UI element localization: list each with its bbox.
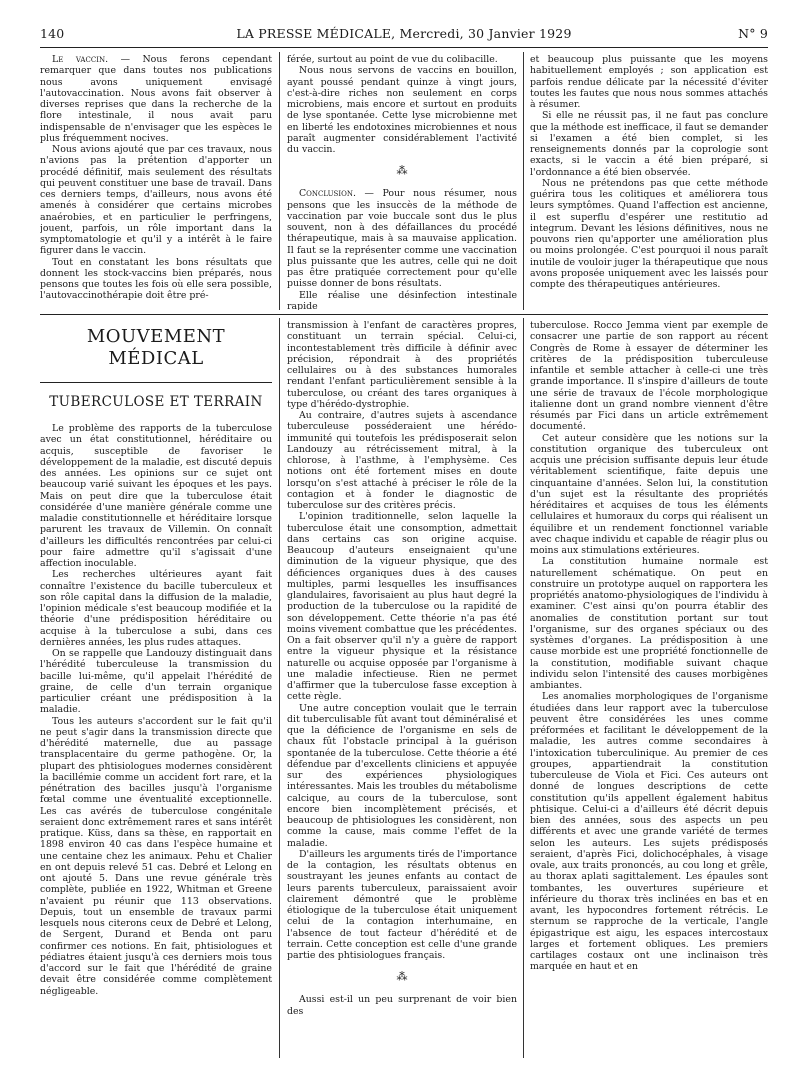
paragraph-text: Nous ne prétendons pas que cette méthode guérira tous les colitiques et améliorera tous leurs symptômes. Quand l'affection est ancienne, il est superflu d'espérer une restitutio ad integrum. Devant les lésions définitives, nous ne pouvons rien qu'apporter une amélioration plus ou moins prolongée. C'est pourquoi il nous paraît inutile de vouloir juger la thérapeutique que nous avons proposée uniquement avec les laissés pour compte des thérapeutiques antérieures. — [530, 177, 768, 290]
paragraph-text: Tout en constatant les bons résultats que donnent les stock-vaccins bien préparés, nous pensons que toutes les fois où elle sera possible, l'autovaccinothérapie doit être pré- — [40, 256, 272, 302]
paragraph — [287, 410, 517, 511]
header-rule — [40, 47, 768, 48]
paragraph-text: — Pour nous résumer, nous pensons que les insuccès de la méthode de vaccination par voie buccale sont dus le plus souvent, non à des défaillances du procédé thérapeutique, mais à sa mauvaise application. Il faut se la représenter comme une vaccination plus puissante que les autres, celle qui ne doit pas être pratiquée correctement pour qu'elle puisse donner de bons résultats. — [287, 188, 517, 290]
paragraph — [40, 423, 272, 569]
paragraph-text: D'ailleurs les arguments tirés de l'importance de la contagion, les résultats obtenus en soustrayant les jeunes enfants au contact de leurs parents tuberculeux, paraissaient avoir clairement démontré que le problème étiologique de la tuberculose était uniquement celui de la contagion interhumaine, en l'absence de tout facteur d'hérédité et de terrain. Cette conception est celle d'une grande partie des phtisiologues français. — [287, 848, 517, 961]
paragraph — [40, 569, 272, 648]
section-title: MOUVEMENT MÉDICAL — [86, 326, 226, 369]
top-column-3 — [530, 54, 768, 310]
paragraph-text: Cet auteur considère que les notions sur la constitution organique des tuberculeux ont acquis une précision suffisante depuis leur étude véritablement scientifique, faite depuis une cinquantaine d'années. Selon lui, la constitution d'un sujet est la résultante des propriétés héréditaires et acquises de tous les éléments cellulaires et humoraux du corps qui réalisent un équilibre et un rendement fonctionnel variable avec chaque individu et capable de réagir plus ou moins aux stimulations extérieures. — [530, 432, 768, 556]
paragraph-text: Elle réalise une désinfection intestinale rapide — [287, 289, 517, 310]
paragraph — [530, 178, 768, 291]
top-column-1 — [40, 54, 272, 310]
running-header — [40, 26, 768, 42]
bottom-column-1 — [40, 320, 272, 1058]
paragraph — [287, 320, 517, 410]
paragraph-text: férée, surtout au point de vue du colibacille. — [287, 54, 498, 65]
paragraph — [530, 433, 768, 557]
bottom-column-2 — [287, 320, 517, 1058]
title-rule — [40, 382, 272, 383]
paragraph-text: et beaucoup plus puissante que les moyens habituellement employés ; son application est parfois rendue délicate par la nécessité d'éviter toutes les fautes que nous nous sommes attachés à résumer. — [530, 54, 768, 110]
paragraph-text: Les recherches ultérieures ayant fait connaître l'existence du bacille tuberculeux et son rôle capital dans la diffusion de la maladie, l'opinion médicale s'est beaucoup modifiée et la théorie d'une prédisposition héréditaire ou acquise à la tuberculose a subi, dans ces dernières années, les plus rudes attaques. — [40, 569, 272, 648]
paragraph-text: Si elle ne réussit pas, il ne faut pas conclure que la méthode est inefficace, il faut se demander si l'examen a été bien complet, si les renseignements donnés par la coprologie sont exacts, si le vaccin a été bien préparé, si l'ordonnance a été bien observée. — [530, 110, 768, 178]
column-divider — [279, 318, 280, 1058]
column-divider — [523, 52, 524, 310]
section-stars: ⁂ — [396, 164, 408, 178]
section-stars: ⁂ — [396, 970, 408, 984]
top-column-2 — [287, 54, 517, 310]
paragraph — [287, 703, 517, 849]
paragraph-text: transmission à l'enfant de caractères propres, constituant un terrain spécial. Celui-ci, incontestablement très difficile à définir avec précision, répondrait à des propriétés cellulaires ou à des substances humorales rendant l'enfant particulièrement sensible à la tuberculose, ou créant des tares organiques à type d'hérédo-dystrophie. — [287, 320, 517, 410]
paragraph-text: Nous nous servons de vaccins en bouillon, ayant poussé pendant quinze à vingt jours, c'est-à-dire riches non seulement en corps microbiens, mais encore et surtout en produits de lyse spontanée. Cette lyse microbienne met en liberté les endotoxines microbiennes et nous paraît augmenter considérablement l'activité du vaccin. — [287, 65, 517, 155]
column-divider — [523, 318, 524, 1058]
paragraph — [530, 54, 768, 110]
journal-title: LA PRESSE MÉDICALE, Mercredi, 30 Janvier 1929 — [236, 26, 572, 41]
paragraph-text: La constitution humaine normale est naturellement schématique. On peut en construire un prototype auquel on rapportera les propriétés anatomo-physiologiques de l'individu à examiner. C'est ainsi qu'on pourra établir des anomalies de constitution portant sur tout l'organisme, sur des organes spéciaux ou des systèmes d'organes. La prédisposition à une cause morbide est une propriété fonctionnelle de la constitution, modifiable suivant chaque individu selon l'intensité des causes morbigènes ambiantes. — [530, 556, 768, 691]
paragraph-lead: Conclusion. — [299, 188, 356, 200]
paragraph — [530, 110, 768, 178]
paragraph-lead: Le vaccin. — [52, 54, 109, 65]
paragraph — [530, 691, 768, 972]
paragraph — [287, 188, 517, 289]
paragraph — [40, 144, 272, 257]
paragraph-text: Une autre conception voulait que le terrain dit tuberculisable fût avant tout déminéralisé et que la déficience de l'organisme en sels de chaux fût l'obstacle principal à la guérison spontanée de la tuberculose. Cette théorie a été défendue par d'excellents cliniciens et appuyée sur des expériences physiologiques intéressantes. Mais les troubles du métabolisme calcique, au cours de la tuberculose, sont encore bien incomplètement précisés, et beaucoup de phtisiologues les considèrent, non comme la cause, mais comme l'effet de la maladie. — [287, 702, 517, 849]
paragraph: Aussi est-il un peu surprenant de voir bien des — [287, 994, 517, 1017]
paragraph — [287, 54, 517, 65]
paragraph-text: tuberculose. Rocco Jemma vient par exemple de consacrer une partie de son rapport au récent Congrès de Rome à essayer de déterminer les critères de la prédisposition tuberculeuse infantile et semble attacher à celle-ci une très grande importance. Il s'inspire d'ailleurs de toute une série de travaux de l'école morphologique italienne dont un grand nombre viennent d'être résumés par Fici dans un article extrêmement documenté. — [530, 320, 768, 433]
paragraph-text: L'opinion traditionnelle, selon laquelle la tuberculose était une consomption, admettait dans certains cas son origine acquise. Beaucoup d'auteurs enseignaient qu'une diminution de la vigueur physique, que des déficiences organiques dues à des causes multiples, parmi lesquelles les insuffisances glandulaires, favorisaient au plus haut degré la production de la tuberculose ou la rapidité de son développement. Cette théorie n'a pas été moins vivement combattue que les précédentes. On a fait observer qu'il n'y a guère de rapport entre la vigueur physique et la résistance naturelle ou acquise opposée par l'organisme à une maladie infectieuse. Rien ne permet d'affirmer que la tuberculose fasse exception à cette règle. — [287, 511, 517, 703]
paragraph — [40, 716, 272, 997]
paragraph — [287, 65, 517, 155]
paragraph-text: Le problème des rapports de la tuberculose avec un état constitutionnel, héréditaire ou acquis, susceptible de favoriser le développement de la maladie, est discuté depuis des années. Les opinions sur ce sujet ont beaucoup varié suivant les époques et les pays. Mais on peut dire que la tuberculose était considérée d'une manière générale comme une maladie constitutionnelle et héréditaire lorsque parurent les travaux de Villemin. On connaît d'ailleurs les difficultés rencontrées par celui-ci pour faire admettre qu'il s'agissait d'une affection inoculable. — [40, 423, 272, 569]
page-number: 140 — [40, 26, 65, 41]
paragraph-text: Au contraire, d'autres sujets à ascendance tuberculeuse posséderaient une hérédo-immunité qui toutefois les prédisposerait selon Landouzy au rétrécissement mitral, à la chlorose, à l'asthme, à l'emphysème. Ces notions ont été fortement mises en doute lorsqu'on s'est attaché à préciser le rôle de la contagion et à fonder le diagnostic de tuberculose sur des critères précis. — [287, 410, 517, 511]
paragraph-text: — Nous ferons cependant remarquer que dans toutes nos publications nous avons uniquement envisagé l'autovaccination. Nous avons fait observer à diverses reprises que dans la recherche de la flore intestinale, il nous avait paru indispensable de n'envisager que les espèces le plus fréquemment nocives. — [40, 54, 272, 144]
column-divider — [279, 52, 280, 310]
paragraph — [40, 54, 272, 144]
issue-number: N° 9 — [738, 26, 768, 41]
paragraph-text: Tous les auteurs s'accordent sur le fait qu'il ne peut s'agir dans la transmission directe que d'hérédité maternelle, due au passage transplacentaire du germe pathogène. Or, la plupart des phtisiologues modernes considèrent la bacillémie comme un accident fort rare, et la pénétration des bacilles jusqu'à l'organisme fœtal comme une éventualité exceptionnelle. Les cas avérés de tuberculose congénitale seraient donc extrêmement rares et sans intérêt pratique. Küss, dans sa thèse, en rapportait en 1898 environ 40 cas dans l'espèce humaine et une centaine chez les animaux. Pehu et Chalier en ont depuis relevé 51 cas. Debré et Lelong en ont ajouté 5. Dans une revue générale très complète, publiée en 1922, Whitman et Greene n'avaient pu réunir que 113 observations. Depuis, tout un ensemble de travaux parmi lesquels nous citerons ceux de Debré et Lelong, de Sergent, Durand et Benda ont paru confirmer ces notions. En fait, phtisiologues et pédiatres étaient jusqu'à ces derniers mois tous d'accord sur le fait que l'hérédité de graine devait être considérée comme complètement négligeable. — [40, 715, 272, 997]
paragraph — [40, 257, 272, 302]
article-title: TUBERCULOSE ET TERRAIN — [49, 394, 263, 410]
paragraph — [287, 511, 517, 702]
paragraph — [530, 320, 768, 433]
section-rule — [40, 314, 768, 315]
paragraph — [287, 290, 517, 311]
paragraph — [287, 849, 517, 962]
paragraph-text: Les anomalies morphologiques de l'organisme étudiées dans leur rapport avec la tuberculose peuvent être considérées les unes comme préformées et facilitant le développement de la maladie, les autres comme secondaires à l'intoxication tuberculinique. Au premier de ces groupes, appartiendrait la constitution tuberculeuse de Viola et Fici. Ces auteurs ont donné de longues descriptions de cette constitution qu'ils appellent également habitus phtisique. Celui-ci a d'ailleurs été décrit depuis bien des années, sous des aspects un peu différents et avec une grande variété de termes selon les auteurs. Les sujets prédisposés seraient, d'après Fici, dolichocéphales, à visage ovale, aux traits prononcés, au cou long et grêle, au thorax aplati sagittalement. Les épaules sont tombantes, les ouvertures supérieure et inférieure du thorax très inclinées en bas et en avant, les hypocondres fortement rétrécis. Le sternum se rapproche de la verticale, l'angle épigastrique est aigu, les espaces intercostaux larges et fortement obliques. Les premiers cartilages costaux ont une inclinaison très marquée en haut et en — [530, 691, 768, 973]
paragraph — [40, 648, 272, 716]
bottom-column-3 — [530, 320, 768, 1058]
paragraph-text: Nous avions ajouté que par ces travaux, nous n'avions pas la prétention d'apporter un procédé définitif, mais seulement des résultats qui peuvent constituer une base de travail. Dans ces derniers temps, d'ailleurs, nous avons été amenés à considérer que certains microbes anaérobies, et en particulier le perfringens, jouent, parfois, un rôle important dans la symptomatologie et qu'il y a intérêt à le faire figurer dans le vaccin. — [40, 144, 272, 257]
paragraph — [530, 556, 768, 691]
paragraph-text: On se rappelle que Landouzy distinguait dans l'hérédité tuberculeuse la transmission du bacille lui-même, qu'il appelait l'hérédité de graine, de celle d'un terrain organique particulier créant une prédisposition à la maladie. — [40, 648, 272, 716]
